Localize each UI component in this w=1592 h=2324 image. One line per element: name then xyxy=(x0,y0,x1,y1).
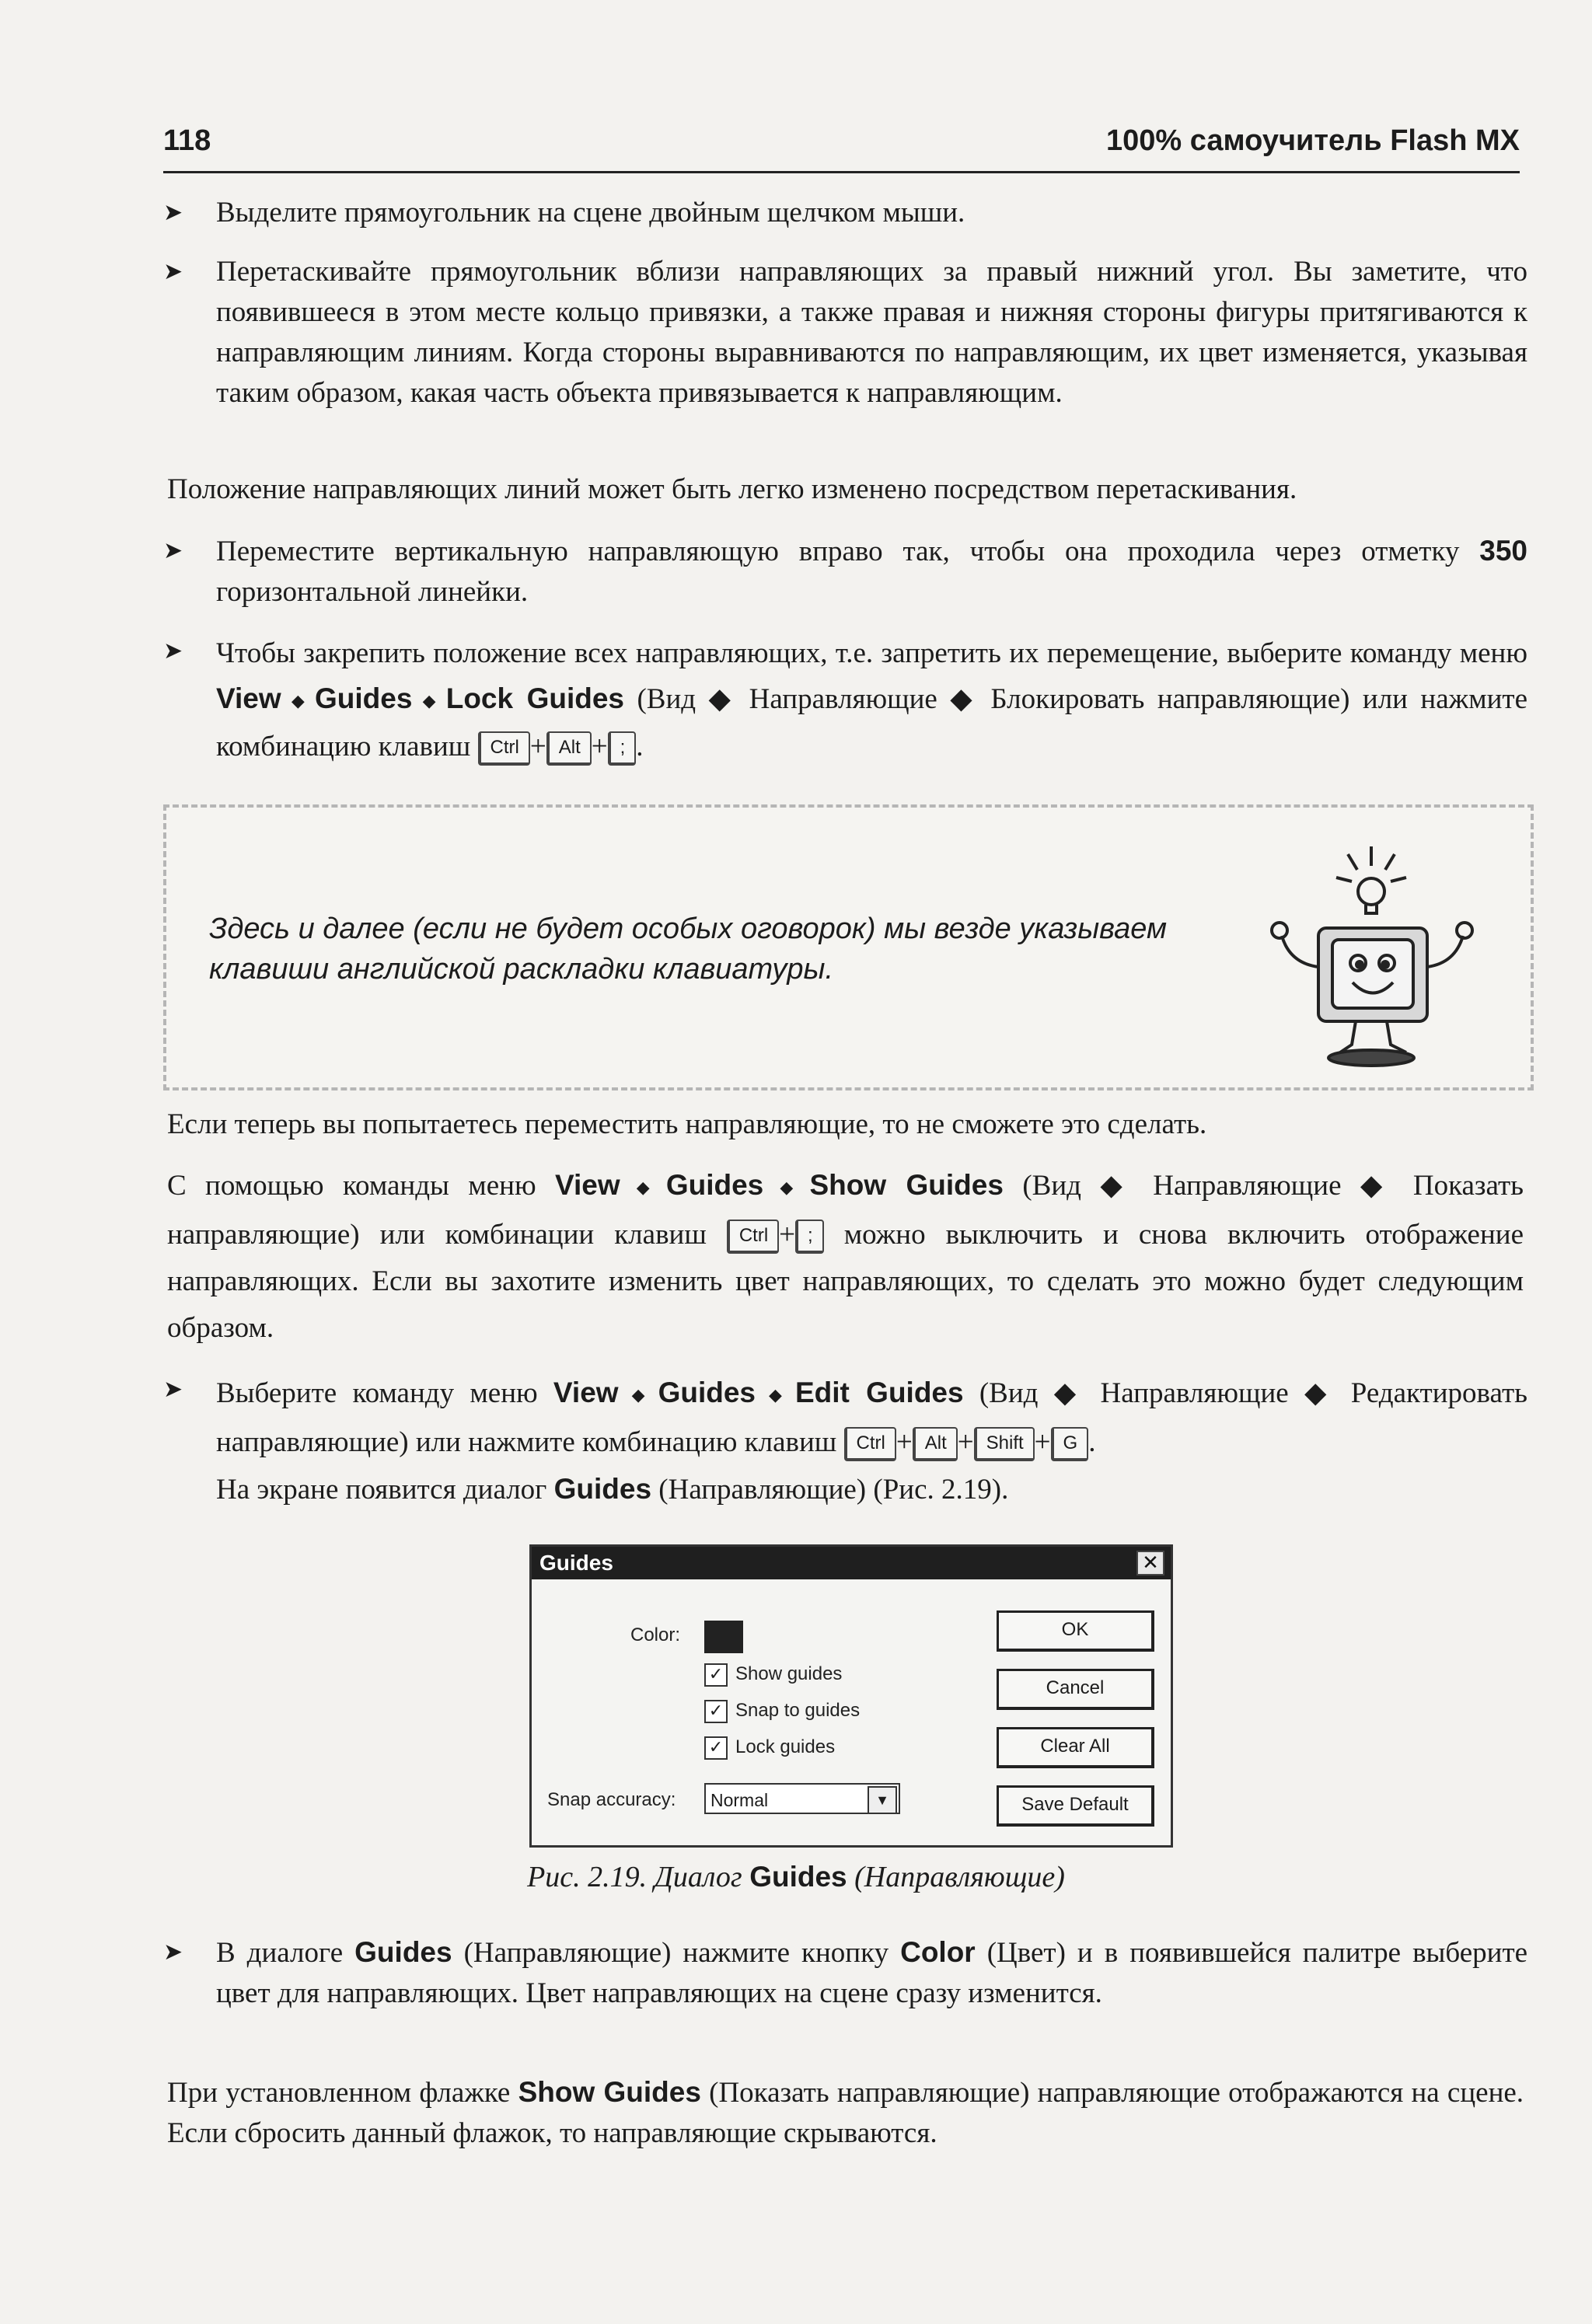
plus-sign: + xyxy=(529,730,546,762)
color-label: Color: xyxy=(630,1624,681,1645)
dialog-title-bar xyxy=(532,1547,1171,1579)
menu-view: View xyxy=(553,1377,619,1408)
arrow-bullet-icon: ➤ xyxy=(163,637,183,665)
text-run: Чтобы закрепить положение всех направляющих, т.е. запретить их перемещение, выберите команду меню xyxy=(216,637,1527,669)
paragraph-cannot-move: Если теперь вы попытаетесь переместить направляющие, то не сможете это сделать. xyxy=(167,1108,1207,1140)
caption-bold: Guides xyxy=(749,1861,847,1893)
arrow-bullet-icon: ➤ xyxy=(163,258,183,285)
close-icon[interactable]: ✕ xyxy=(1136,1551,1164,1576)
text-run: можно выключить и снова включить отображение направляющих. Если вы захотите изменить цвет направляющих, то сделать это можно будет следующим образом. xyxy=(167,1218,1524,1344)
page-header xyxy=(163,123,1520,173)
bullet-text: Выделите прямоугольник на сцене двойным щелчком мыши. xyxy=(216,197,965,229)
key-ctrl: Ctrl xyxy=(478,731,530,766)
plus-sign: + xyxy=(896,1425,913,1458)
plus-sign: + xyxy=(1034,1425,1051,1458)
text-run: Выберите команду меню xyxy=(216,1377,538,1409)
lock-guides-label: Lock guides xyxy=(735,1736,836,1757)
text-run: (Вид ◆ Направляющие ◆ Блокировать направляющие) или нажмите комбинацию клавиш xyxy=(216,683,1528,762)
key-alt: Alt xyxy=(546,731,592,766)
save-default-button[interactable]: Save Default xyxy=(997,1785,1154,1827)
menu-guides: Guides xyxy=(665,1169,764,1201)
snap-accuracy-value: Normal xyxy=(710,1790,769,1810)
text-run: Переместите вертикальную направляющую вправо так, чтобы она проходила через отметку xyxy=(216,536,1460,567)
arrow-bullet-icon: ➤ xyxy=(163,537,183,564)
arrow-bullet-icon: ➤ xyxy=(163,199,183,226)
bullet-color-button xyxy=(163,1932,1527,2014)
menu-view: View xyxy=(554,1169,620,1201)
arrow-bullet-icon: ➤ xyxy=(163,1376,183,1403)
menu-show-guides: Show Guides xyxy=(809,1169,1004,1201)
paragraph-show-guides xyxy=(167,1162,1524,1352)
paragraph-show-guides-flag xyxy=(167,2072,1524,2154)
book-title: 100% самоучитель Flash MX xyxy=(1106,124,1520,157)
text-run: (Показать направляющие) направляющие отображаются на сцене. Если сбросить данный флажок, то направляющие скрываются. xyxy=(167,2077,1524,2149)
diamond-icon: ◆ xyxy=(285,691,310,711)
key-alt: Alt xyxy=(913,1427,958,1461)
guides-dialog xyxy=(529,1544,1173,1848)
caption-prefix: Рис. 2.19. Диалог xyxy=(527,1861,742,1893)
text-run: (Направляющие) (Рис. 2.19). xyxy=(658,1473,1009,1506)
show-guides-checkbox[interactable]: ✓ xyxy=(704,1663,728,1687)
snap-accuracy-select[interactable] xyxy=(704,1783,900,1814)
snap-to-guides-checkbox[interactable]: ✓ xyxy=(704,1700,728,1723)
page-number: 118 xyxy=(163,124,211,157)
bullet-text xyxy=(216,1932,1527,2014)
ok-button[interactable]: OK xyxy=(997,1610,1154,1652)
bullet-edit-guides xyxy=(163,1370,1527,1513)
bullet-text: Перетаскивайте прямоугольник вблизи направляющих за правый нижний угол. Вы заметите, что появившееся в этом месте кольцо привязки, а также правая и нижняя стороны фигуры притягиваются к направляющим линиям. Когда стороны выравниваются по направляющим, их цвет изменяется, указывая таким образом, какая часть объекта привязывается к направляющим. xyxy=(216,256,1527,409)
menu-view: View xyxy=(216,682,281,714)
plus-sign: + xyxy=(591,730,608,762)
color-swatch-button[interactable] xyxy=(704,1621,743,1653)
text-run: На экране появится диалог xyxy=(216,1473,547,1506)
bullet-text xyxy=(216,531,1527,612)
dialog-name: Guides xyxy=(553,1472,652,1505)
arrow-bullet-icon: ➤ xyxy=(163,1938,183,1966)
diamond-icon: ◆ xyxy=(768,1178,805,1198)
text-run: (Вид ◆ Направляющие ◆ Редактировать направляющие) или нажмите комбинацию клавиш xyxy=(216,1377,1527,1458)
diamond-icon: ◆ xyxy=(417,691,442,711)
snap-accuracy-label: Snap accuracy: xyxy=(547,1789,676,1810)
key-semicolon: ; xyxy=(608,731,637,766)
bold-show-guides: Show Guides xyxy=(518,2076,701,2108)
menu-lock-guides: Lock Guides xyxy=(445,682,624,714)
text-run: горизонтальной линейки. xyxy=(216,576,529,608)
text-run: В диалоге xyxy=(216,1937,344,1969)
dialog-title: Guides xyxy=(539,1551,613,1575)
plus-sign: + xyxy=(957,1425,974,1458)
plus-sign: + xyxy=(779,1218,796,1251)
bold-guides: Guides xyxy=(354,1936,452,1968)
menu-edit-guides: Edit Guides xyxy=(794,1377,964,1408)
note-text: Здесь и далее (если не будет особых оговорок) мы везде указываем клавиши английской раскладки клавиатуры. xyxy=(209,913,1168,986)
key-shift: Shift xyxy=(974,1427,1035,1461)
ruler-value: 350 xyxy=(1479,535,1528,567)
key-g: G xyxy=(1051,1427,1089,1461)
key-ctrl: Ctrl xyxy=(727,1220,779,1254)
computer-mascot-icon xyxy=(1255,831,1488,1072)
bullet-select-rectangle xyxy=(163,193,1527,233)
menu-guides: Guides xyxy=(658,1377,756,1408)
text-run: (Цвет) и в появившейся палитре выберите цвет для направляющих. Цвет направляющих на сцене сразу изменится. xyxy=(216,1937,1528,2009)
diamond-icon: ◆ xyxy=(759,1385,791,1405)
diamond-icon: ◆ xyxy=(623,1385,654,1405)
lock-guides-checkbox[interactable]: ✓ xyxy=(704,1736,728,1760)
paragraph-move-guides: Положение направляющих линий может быть легко изменено посредством перетаскивания. xyxy=(167,473,1297,505)
text-run: (Направляющие) нажмите кнопку xyxy=(463,1937,889,1969)
key-semicolon: ; xyxy=(795,1220,824,1254)
clear-all-button[interactable]: Clear All xyxy=(997,1727,1154,1768)
bullet-lock-guides xyxy=(163,631,1527,769)
diamond-icon: ◆ xyxy=(624,1178,662,1198)
chevron-down-icon[interactable]: ▼ xyxy=(868,1786,897,1814)
menu-guides: Guides xyxy=(314,682,413,714)
caption-suffix: (Направляющие) xyxy=(854,1861,1065,1893)
figure-caption xyxy=(0,1860,1592,1894)
bullet-move-vertical-guide xyxy=(163,531,1527,612)
note-box xyxy=(163,804,1534,1090)
text-run: С помощью команды меню xyxy=(167,1170,536,1202)
show-guides-label: Show guides xyxy=(735,1663,843,1684)
bullet-text: Выберите команду меню View ◆ Guides ◆ Edit Guides (Вид ◆ Направляющие ◆ Редактировать направляющие) или нажмите комбинацию клавиш Ctrl + Alt + Shift + G . На экране появится диалог Guides (Направляющие) (Рис. 2.19). xyxy=(216,1377,1527,1506)
text-run: (Вид ◆ Направляющие ◆ Показать направляющие) или комбинации клавиш xyxy=(167,1170,1524,1251)
bold-color: Color xyxy=(900,1936,976,1968)
snap-to-guides-label: Snap to guides xyxy=(735,1700,861,1721)
bullet-text: Чтобы закрепить положение всех направляющих, т.е. запретить их перемещение, выберите команду меню View ◆ Guides ◆ Lock Guides (Вид ◆ Направляющие ◆ Блокировать направляющие) или нажмите комбинацию клавиш Ctrl + Alt + ; . xyxy=(216,631,1527,769)
cancel-button[interactable]: Cancel xyxy=(997,1669,1154,1710)
text-run: При установленном флажке xyxy=(167,2077,511,2109)
key-ctrl: Ctrl xyxy=(844,1427,896,1461)
bullet-drag-rectangle xyxy=(163,252,1527,414)
